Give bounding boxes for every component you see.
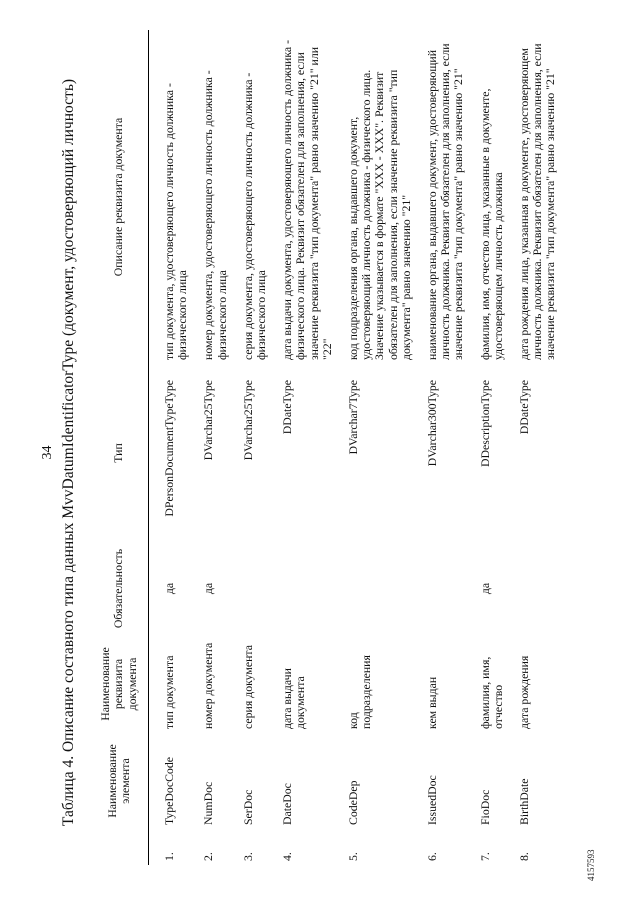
requisite-description: тип документа, удостоверяющего личность должника - физического лица (162, 83, 190, 360)
element-code: SerDoc (240, 789, 255, 825)
data-type: DVarchar25Type (240, 380, 255, 461)
required-flag (511, 542, 564, 635)
requisite-name: номер документа (201, 642, 216, 729)
row-number: 3. (240, 852, 255, 861)
required-flag (419, 542, 472, 635)
requisite-description: код подразделения органа, выдавшего документ, удостоверяющий личность должника - физического лица. Значение указывается в формате "XXX - XXX". Реквизит обязателен для заполнения, если значение реквизита "тип документа" равно значению "21" (346, 69, 413, 360)
requisite-name: фамилия, имя, отчество (477, 656, 505, 729)
table-row (149, 30, 196, 865)
table-row (235, 30, 274, 865)
requisites-table (90, 30, 564, 865)
required-flag: да (162, 582, 176, 595)
requisite-description: номер документа, удостоверяющего личность должника - физического лица (201, 70, 229, 360)
data-type: DVarchar300Type (425, 380, 440, 467)
requisite-name: тип документа (162, 655, 176, 729)
table-header-row (90, 30, 149, 865)
required-flag: да (201, 582, 216, 595)
required-flag (340, 542, 419, 635)
page-number: 34 (40, 445, 55, 460)
data-type: DVarchar7Type (346, 380, 361, 455)
element-code: DateDoc (280, 783, 295, 825)
col-header-required: Обязательность (90, 542, 149, 635)
row-number: 8. (517, 852, 532, 861)
required-flag (235, 542, 274, 635)
table-row (511, 30, 564, 865)
table-row (419, 30, 472, 865)
data-type: DPersonDocumentTypeType (162, 380, 176, 517)
data-type: DVarchar25Type (201, 380, 216, 461)
required-flag (274, 542, 340, 635)
col-header-element-name: Наименование элемента (90, 733, 149, 829)
required-flag: да (477, 582, 492, 595)
requisite-description: наименование органа, выдавшего документ, удостоверяющий личность должника. Реквизит обязателен для заполнения, если значение реквизита "тип документа" равно значению "21" (425, 43, 466, 360)
table-row (274, 30, 340, 865)
table-title: Таблица 4. Описание составного типа данных MvvDatumIdentificatorType (документ, удостоверяющий личность) (60, 78, 77, 827)
row-number: 2. (201, 852, 216, 861)
data-type: DDescriptionType (477, 380, 492, 467)
element-code: BirthDate (517, 778, 532, 825)
row-number: 7. (477, 852, 492, 861)
requisite-name: код подразделения (346, 655, 374, 729)
element-code: FioDoc (477, 789, 492, 825)
element-code: CodeDep (346, 780, 361, 825)
table-row (340, 30, 419, 865)
table-row (472, 30, 511, 865)
row-number: 6. (425, 852, 440, 861)
element-code: NumDoc (201, 781, 216, 825)
requisite-description: фамилия, имя, отчество лица, указанные в документе, удостоверяющем личность должника (477, 88, 505, 360)
element-code: IssuedDoc (425, 775, 440, 825)
element-code: TypeDocCode (162, 757, 176, 825)
requisite-description: серия документа, удостоверяющего личность должника - физического лица (240, 72, 269, 360)
row-number: 5. (346, 852, 361, 861)
requisite-name: дата выдачи документа (280, 668, 308, 729)
requisite-description: дата рождения лица, указанная в документе, удостоверяющем личность должника. Реквизит обязателен для заполнения, если значение реквизита "тип документа" равно значению "21" (517, 43, 558, 360)
requisite-name: кем выдан (425, 676, 440, 729)
requisite-name: серия документа (240, 645, 255, 729)
col-header-requisite-name: Наименование реквизита документа (90, 635, 149, 733)
col-header-type: Тип (90, 364, 149, 542)
data-type: DDateType (280, 380, 295, 435)
requisite-description: дата выдачи документа, удостоверяющего личность должника - физического лица. Реквизит обязателен для заполнения, если значение реквизита "тип документа" равно значению "21" или "22" (280, 39, 334, 360)
document-id: 4157593 (586, 849, 596, 881)
table-row (195, 30, 234, 865)
col-header-description: Описание реквизита документа (90, 30, 149, 364)
row-number: 4. (280, 852, 295, 861)
data-type: DDateType (517, 380, 532, 435)
col-header-num (90, 829, 149, 865)
row-number: 1. (162, 852, 176, 861)
requisite-name: дата рождения (517, 655, 532, 729)
